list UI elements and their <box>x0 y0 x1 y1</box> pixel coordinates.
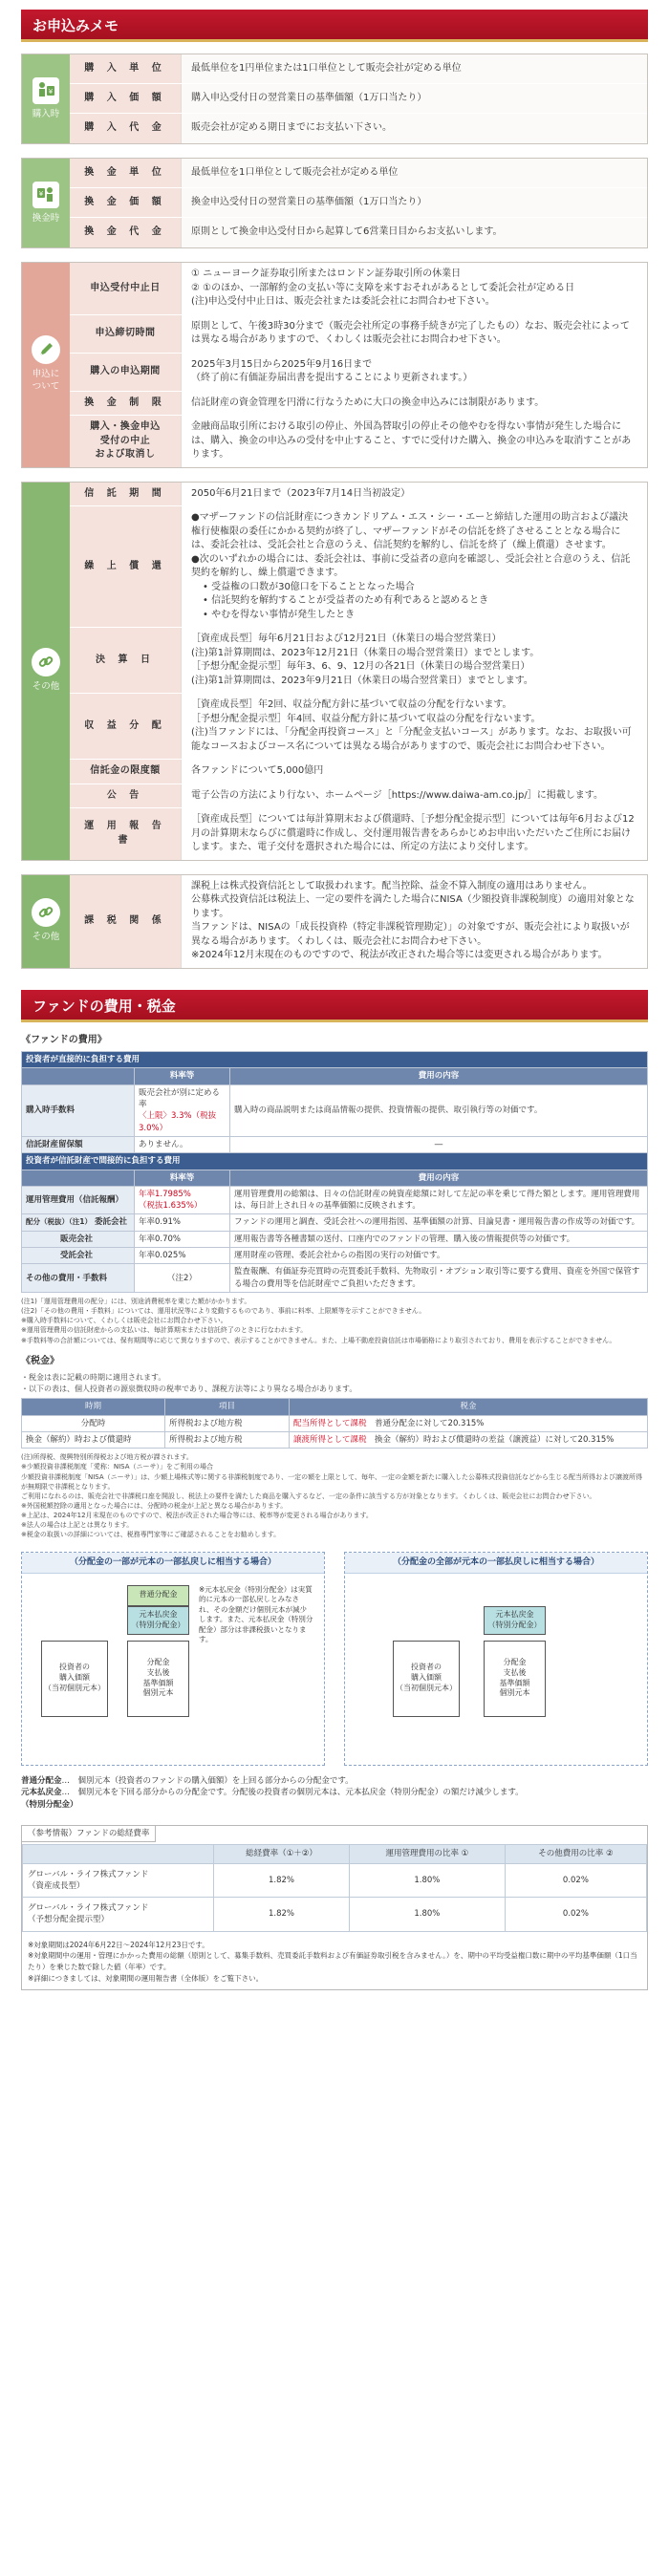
row-early-redemption: 繰 上 償 還 ●マザーファンドの信託財産につきカンドリアム・エス・シー・エーと締結した運用の助言および議決権行使権限の委任にかかる契約が終了し、マザーファンドがその信託を終了させることとなる場合には、委託会社は、受託会社と合意のうえ、信託契約を解約し、信託を終了（繰上償還）させます。 ●次のいずれかの場合には、委託会社は、事前に受益者の意向を確認し、受託会社と合意のうえ、信託契約を解約し、繰上償還できます。 • 受益権の口数が30億口を下ることとなった場合 • 信託契約を解約することが受益者のため有利であると認めるとき • やむを得ない事情が発生したとき <box>70 506 647 628</box>
table-row: グローバル・ライフ株式ファンド （予想分配金提示型） 1.82% 1.80% 0.02% <box>23 1898 647 1932</box>
other-block-2 <box>21 874 648 969</box>
diagram-partial: （分配金の一部が元本の一部払戻しに相当する場合） 投資者の 購入価額 （当初個別元本） 普通分配金 元本払戻金 （特別分配金） 分配金 支払後 基準価額 個別元本 ※元本払戻金（特別分配金）は実質的に元本の一部払戻しとみなされ、その金額だけ個別元本が減少します。また、元本払戻金（特別分配金）部分は非課税扱いとなります。 <box>21 1552 325 1766</box>
row-suspend: 購入・換金申込 受付の中止 および取消し 金融商品取引所における取引の停止、外国為替取引の停止その他やむを得ない事情が発生した場合には、購入、換金の申込みの受付を中止すること、すでに受付けた購入、換金の申込みを取消すことがあります。 <box>70 416 647 467</box>
row-redemption-payment: 換 金 代 金 原則として換金申込受付日から起算して6営業日目からお支払いします。 <box>70 218 647 247</box>
application-block <box>21 262 648 468</box>
row-period: 購入の申込期間 2025年3月15日から2025年9月16日まで （終了前に有価証券届出書を提出することにより更新されます。） <box>70 354 647 392</box>
row-notice: 公 告 電子公告の方法により行ない、ホームページ［https://www.daiwa-am.co.jp/］に掲載します。 <box>70 784 647 809</box>
row-report: 運 用 報 告 書 ［資産成長型］については毎計算期末および償還時、［予想分配金提示型］については毎年6月および12月の計算期末ならびに償還時に作成し、交付運用報告書をあらかじめお申出いただいたご住所にお届けします。また、電子交付を選択された場合には、所定の方法により交付します。 <box>70 808 647 860</box>
fee-table: 投資者が直接的に負担する費用 料率等 費用の内容 購入時手数料 販売会社が別に定める率 〈上限〉3.3%（税抜3.0%） 購入時の商品説明または商品情報の提供、投資情報の提供、取引執行等の対価です。 信託財産留保額 ありません。 ― 投資者が信託財産で間接的に負担する費用 料率等 費用の内容 運用管理費用（信託報酬） 年率1.7985% （税抜1.635%） 運用管理費用の総額は、日々の信託財産の純資産総額に対して左記の率を乗じて得た額とします。運用管理費用は、毎日計上され日々の基準価額に反映されます。 配分（税抜）（注1） 委託会社 年率0.91% ファンドの運用と調査、受託会社への運用指図、基準価額の計算、目論見書・運用報告書の作成等の対価です。 販売会社 年率0.70% 運用報告書等各種書類の送付、口座内でのファンドの管理、購入後の情報提供等の対価です。 受託会社 年率0.025% 運用財産の管理、委託会社からの指図の実行の対価です。 その他の費用・手数料 （注2） 監査報酬、有価証券売買時の売買委託手数料、先物取引・オプション取引等に要する費用、資産を外国で保管する場合の費用等を信託財産でご負担いただきます。 <box>21 1051 648 1293</box>
row-cap: 信託金の限度額 各ファンドについて5,000億円 <box>70 760 647 784</box>
box-investor-right: 投資者の 購入価額 （当初個別元本） <box>393 1641 460 1717</box>
row-term: 信 託 期 間 2050年6月21日まで（2023年7月14日当初設定） <box>70 483 647 507</box>
table-row: グローバル・ライフ株式ファンド （資産成長型） 1.82% 1.80% 0.02% <box>23 1863 647 1898</box>
fee-row-purchase: 購入時手数料 販売会社が別に定める率 〈上限〉3.3%（税抜3.0%） 購入時の商品説明または商品情報の提供、投資情報の提供、取引執行等の対価です。 <box>22 1084 648 1136</box>
fees-section-label: 《ファンドの費用》 <box>21 1034 107 1045</box>
distribution-explanation: 普通分配金… 個別元本（投資者のファンドの購入価額）を上回る部分からの分配金です。 元本払戻金… 個別元本を下回る部分からの分配金です。分配後の投資者の個別元本は、元本払戻金（特別分配金）の額だけ減少します。 （特別分配金） <box>21 1775 524 1811</box>
fees-title: ファンドの費用・税金 <box>21 990 648 1022</box>
diagram-full: （分配金の全部が元本の一部払戻しに相当する場合） 投資者の 購入価額 （当初個別元本） 元本払戻金 （特別分配金） 分配金 支払後 基準価額 個別元本 <box>344 1552 648 1766</box>
row-cutoff: 申込締切時間 原則として、午後3時30分まで（販売会社所定の事務手続きが完了したもの）なお、販売会社によっては異なる場合がありますので、くわしくは販売会社にお問合わせ下さい。 <box>70 315 647 354</box>
link-icon <box>32 648 60 676</box>
fee-row-other: その他の費用・手数料 （注2） 監査報酬、有価証券売買時の売買委託手数料、先物取引・オプション取引等に要する費用、資産を外国で保管する場合の費用等を信託財産でご負担いただきます。 <box>22 1264 648 1293</box>
row-holiday: 申込受付中止日 ① ニューヨーク証券取引所またはロンドン証券取引所の休業日 ② ①のほか、一部解約金の支払い等に支障を来すおそれがあるとして委託会社が定める日 (注)申込受付中止日は、販売会社または委託会社にお問合わせ下さい。 <box>70 263 647 315</box>
svg-text:¥: ¥ <box>38 189 44 198</box>
row-purchase-price: 購 入 価 額 購入申込受付日の翌営業日の基準価額（1万口当たり） <box>70 84 647 114</box>
row-distribution: 収 益 分 配 ［資産成長型］年2回、収益分配方針に基づいて収益の分配を行ないます。 ［予想分配金提示型］年4回、収益分配方針に基づいて収益の分配を行ないます。 (注)当ファンドには、「分配金再投資コース」と「分配金支払いコース」があります。なお、お取扱い可能なコースおよびコース名については異なる場合がありますので、販売会社にお問合わせ下さい。 <box>70 694 647 760</box>
box-return-right: 元本払戻金 （特別分配金） <box>484 1606 546 1635</box>
purchase-block <box>21 54 648 144</box>
fee-notes: (注1)「運用管理費用の配分」には、別途消費税率を乗じた額がかかります。 (注2)「その他の費用・手数料」については、運用状況等により変動するものであり、事前に料率、上限額等を示すことができません。 ※購入時手数料について、くわしくは販売会社にお問合わせ下さい。 ※運用管理費用の信託財産からの支払いは、毎計算期末または信託終了のときに行なわれます。 ※手数料等の合計額については、保有期間等に応じて異なりますので、表示することができません。また、上場不動産投資信託は市場価格により取引されており、費用を表示することができません。 <box>21 1298 616 1344</box>
tax-row-redemption: 換金（解約）時および償還時 所得税および地方税 譲渡所得として課税 換金（解約）時および償還時の差益（譲渡益）に対して20.315% <box>22 1432 648 1449</box>
purchase-icon <box>32 77 59 104</box>
row-tax: 課 税 関 係 課税上は株式投資信託として取扱われます。配当控除、益金不算入制度の適用はありません。 公募株式投資信託は税法上、一定の要件を満たした場合にNISA（少額投資非課税制度）の適用対象となります。 当ファンドは、NISAの「成長投資枠（特定非課税管理勘定）」の対象ですが、販売会社により取扱いが異なる場合があります。くわしくは、販売会社にお問合わせ下さい。 ※2024年12月末現在のものですので、税法が改正された場合等には変更される場合があります。 <box>70 875 647 968</box>
diagram-note-left: ※元本払戻金（特別分配金）は実質的に元本の一部払戻しとみなされ、その金額だけ個別元本が減少します。また、元本払戻金（特別分配金）部分は非課税扱いとなります。 <box>199 1584 313 1644</box>
fee-row-split-0: 配分（税抜）（注1） 委託会社 年率0.91% ファンドの運用と調査、受託会社への運用指図、基準価額の計算、目論見書・運用報告書の作成等の対価です。 <box>22 1214 648 1231</box>
row-redemption-unit: 換 金 単 位 最低単位を1口単位として販売会社が定める単位 <box>70 159 647 188</box>
tax-label: 《税金》 <box>21 1355 59 1366</box>
purchase-icon-col <box>22 54 70 143</box>
redemption-label: 換金時 <box>32 212 60 224</box>
redemption-block <box>21 158 648 248</box>
other-block-1 <box>21 482 648 861</box>
row-settlement: 決 算 日 ［資産成長型］毎年6月21日および12月21日（休業日の場合翌営業日） (注)第1計算期間は、2023年12月21日（休業日の場合翌営業日）までとします。 ［予想分配金提示型］毎年3、6、9、12月の各21日（休業日の場合翌営業日） (注)第1計算期間は、2023年9月21日（休業日の場合翌営業日）までとします。 <box>70 628 647 694</box>
page: お申込みメモ ¥ 購入時 購 入 単 位 最低単位を1円単位または1口単位として販売会社が定める単位 購 入 価 額 購入申込受付日の翌営業日の基準価額（1万口当たり） 購 入 代 金 販売会社が定める期日までにお支払い下さい。 ¥ 換金時 換 金 単 位 最低単位を1口単位として販売会社が定める単位 換 金 価 額 換金申込受付日の翌営業日の基準価額（1万口当たり） 換 金 代 金 原則として換金申込受付日から起算して6営業日目からお支払いします。 申込に ついて 申込受付中止日 ① ニューヨーク証券取引所またはロンドン証券取引所の休業日 ② ①のほか、一部解約金の支払い等に支障を来すおそれがあるとして委託会社が定める日 (注)申込受付中止日は、販売会社または委託会社にお問合わせ下さい。 申込締切時間 原則として、午後3時30分まで（販売会社所定の事務手続きが完了したもの）なお、販売会社によっては異なる場合がありますので、くわしくは販売会社にお問合わせ下さい。 購入の申込期間 2025年3月15日から2025年9月16日まで （終了前に有価証券届出書を提出することにより更新されます。） 換 金 制 限 信託財産の資金管理を円滑に行なうために大口の換金申込みには制限があります。 購入・換金申込 受付の中止 および取消し 金融商品取引所における取引の停止、外国為替取引の停止その他やむを得ない事情が発生した場合には、購入、換金の申込みの受付を中止すること、すでに受付けた購入、換金の申込みを取消すことがあります。 その他 信 託 期 間 2050年6月21日まで（2023年7月14日当初設定） 繰 上 償 還 ●マザーファンドの信託財産につきカンドリアム・エス・シー・エーと締結した運用の助言および議決権行使権限の委任にかかる契約が終了し、マザーファンドがその信託を終了させることとなる場合には、委託会社は、受託会社と合意のうえ、信託契約を解約し、信託を終了（繰上償還）させます。 ●次のいずれかの場合には、委託会社は、事前に受益者の意向を確認し、受託会社と合意のうえ、信託契約を解約し、繰上償還できます。 • 受益権の口数が30億口を下ることとなった場合 • 信託契約を解約することが受益者のため有利であると認めるとき • やむを得ない事情が発生したとき 決 算 日 ［資産成長型］毎年6月21日および12月21日（休業日の場合翌営業日） (注)第1計算期間は、2023年12月21日（休業日の場合翌営業日）までとします。 ［予想分配金提示型］毎年3、6、9、12月の各21日（休業日の場合翌営業日） (注)第1計算期間は、2023年9月21日（休業日の場合翌営業日）までとします。 収 益 分 配 ［資産成長型］年2回、収益分配方針に基づいて収益の分配を行ないます。 ［予想分配金提示型］年4回、収益分配方針に基づいて収益の分配を行ないます。 (注)当ファンドには、「分配金再投資コース」と「分配金支払いコース」があります。なお、お取扱い可能なコースおよびコース名については異なる場合がありますので、販売会社にお問合わせ下さい。 信託金の限度額 各ファンドについて5,000億円 公 告 電子公告の方法により行ない、ホームページ［https://www.daiwa-am.co.jp/］に掲載します。 運 用 報 告 書 ［資産成長型］については毎計算期末および償還時、［予想分配金提示型］については毎年6月および12月の計算期末ならびに償還時に作成し、交付運用報告書をあらかじめお申出いただいたご住所にお届けします。また、電子交付を選択された場合には、所定の方法により交付します。 その他 課 税 関 係 課税上は株式投資信託として取扱われます。配当控除、益金不算入制度の適用はありません。 公募株式投資信託は税法上、一定の要件を満たした場合にNISA（少額投資非課税制度）の適用対象となります。 当ファンドは、NISAの「成長投資枠（特定非課税管理勘定）」の対象ですが、販売会社により取扱いが異なる場合があります。くわしくは、販売会社にお問合わせ下さい。 ※2024年12月末現在のものですので、税法が改正された場合等には変更される場合があります。 ファンドの費用・税金 《ファンドの費用》 投資者が直接的に負担する費用 料率等 費用の内容 購入時手数料 販売会社が別に定める率 〈上限〉3.3%（税抜3.0%） 購入時の商品説明または商品情報の提供、投資情報の提供、取引執行等の対価です。 信託財産留保額 ありません。 ― 投資者が信託財産で間接的に負担する費用 料率等 費用の内容 運用管理費用（信託報酬） 年率1.7985% （税抜1.635%） 運用管理費用の総額は、日々の信託財産の純資産総額に対して左記の率を乗じて得た額とします。運用管理費用は、毎日計上され日々の基準価額に反映されます。 配分（税抜）（注1） 委託会社 年率0.91% ファンドの運用と調査、受託会社への運用指図、基準価額の計算、目論見書・運用報告書の作成等の対価です。 販売会社 年率0.70% 運用報告書等各種書類の送付、口座内でのファンドの管理、購入後の情報提供等の対価です。 受託会社 年率0.025% 運用財産の管理、委託会社からの指図の実行の対価です。 その他の費用・手数料 （注2） 監査報酬、有価証券売買時の売買委託手数料、先物取引・オプション取引等に要する費用、資産を外国で保管する場合の費用等を信託財産でご負担いただきます。 (注1)「運用管理費用の配分」には、別途消費税率を乗じた額がかかります。 (注2)「その他の費用・手数料」については、運用状況等により変動するものであり、事前に料率、上限額等を示すことができません。 ※購入時手数料について、くわしくは販売会社にお問合わせ下さい。 ※運用管理費用の信託財産からの支払いは、毎計算期末または信託終了のときに行なわれます。 ※手数料等の合計額については、保有期間等に応じて異なりますので、表示することができません。また、上場不動産投資信託は市場価格により取引されており、費用を表示することができません。 《税金》 ・税金は表に記載の時期に適用されます。 ・以下の表は、個人投資者の源泉徴収時の税率であり、課税方法等により異なる場合があります。 時期 項目 税金 分配時 所得税および地方税 配当所得として課税 普通分配金に対して20.315% 換金（解約）時および償還時 所得税および地方税 譲渡所得として課税 換金（解約）時および償還時の差益（譲渡益）に対して20.315% (注)所得税、復興特別所得税および地方税が課されます。 ※少額投資非課税制度「愛称：NISA（ニーサ）」をご利用の場合 少額投資非課税制度「NISA（ニーサ）」は、少額上場株式等に関する非課税制度であり、一定の額を上限として、毎年、一定の金額を新たに購入した公募株式投資信託などから生じる配当所得および譲渡所得が無期限で非課税となります。 ご利用になれるのは、販売会社で非課税口座を開設し、税法上の要件を満たした商品を購入するなど、一定の条件に該当する方が対象となります。くわしくは、販売会社にお問合わせ下さい。 ※外国税額控除の適用となった場合には、分配時の税金が上記と異なる場合があります。 ※上記は、2024年12月末現在のものですので、税法が改正された場合等には、税率等が変更される場合があります。 ※法人の場合は上記とは異なります。 ※税金の取扱いの詳細については、税務専門家等にご確認されることをお勧めします。 （分配金の一部が元本の一部払戻しに相当する場合） 投資者の 購入価額 （当初個別元本） 普通分配金 元本払戻金 （特別分配金） 分配金 支払後 基準価額 個別元本 ※元本払戻金（特別分配金）は実質的に元本の一部払戻しとみなされ、その金額だけ個別元本が減少します。また、元本払戻金（特別分配金）部分は非課税扱いとなります。 （分配金の全部が元本の一部払戻しに相当する場合） 投資者の 購入価額 （当初個別元本） 元本払戻金 （特別分配金） 分配金 支払後 基準価額 個別元本 普通分配金… 個別元本（投資者のファンドの購入価額）を上回る部分からの分配金です。 元本払戻金… 個別元本を下回る部分からの分配金です。分配後の投資者の個別元本は、元本払戻金（特別分配金）の額だけ減少します。 （特別分配金） （参考情報）ファンドの総経費率 総経費率（①＋②） 運用管理費用の比率 ① その他費用の比率 ② グローバル・ライフ株式ファンド （資産成長型） 1.82% 1.80% 0.02% グローバル・ライフ株式ファンド （予想分配金提示型） 1.82% 1.80% 0.02% ※対象期間は2024年6月22日〜2024年12月23日です。 ※対象期間中の運用・管理にかかった費用の総額（原則として、募集手数料、売買委託手数料および有価証券取引税を含みません。）を、期中の平均受益権口数に期中の平均基準価額（1口当たり）を乗じた数で除した値（年率）です。 ※詳細につきましては、対象期間の運用報告書（全体版）をご覧下さい。 <box>0 0 669 1996</box>
svg-text:¥: ¥ <box>48 87 54 96</box>
link-icon <box>32 898 60 927</box>
row-purchase-unit: 購 入 単 位 最低単位を1円単位または1口単位として販売会社が定める単位 <box>70 54 647 84</box>
tax-table: 時期 項目 税金 分配時 所得税および地方税 配当所得として課税 普通分配金に対して20.315% 換金（解約）時および償還時 所得税および地方税 譲渡所得として課税 換金（解約）時および償還時の差益（譲渡益）に対して20.315% <box>21 1398 648 1449</box>
other-label-1: その他 <box>32 681 60 693</box>
row-purchase-payment: 購 入 代 金 販売会社が定める期日までにお支払い下さい。 <box>70 114 647 143</box>
fee-row-mgmt: 運用管理費用（信託報酬） 年率1.7985% （税抜1.635%） 運用管理費用の総額は、日々の信託財産の純資産総額に対して左記の率を乗じて得た額とします。運用管理費用は、毎日計上され日々の基準価額に反映されます。 <box>22 1186 648 1214</box>
fee-row-retention: 信託財産留保額 ありません。 ― <box>22 1136 648 1152</box>
box-ordinary-left: 普通分配金 <box>127 1585 189 1606</box>
reference-box <box>21 1825 648 1990</box>
reference-notes: ※対象期間は2024年6月22日〜2024年12月23日です。 ※対象期間中の運用・管理にかかった費用の総額（原則として、募集手数料、売買委託手数料および有価証券取引税を含みません。）を、期中の平均受益権口数に期中の平均基準価額（1口当たり）を乗じた数で除した値（年率）です。 ※詳細につきましては、対象期間の運用報告書（全体版）をご覧下さい。 <box>28 1940 637 1983</box>
row-redemption-price: 換 金 価 額 換金申込受付日の翌営業日の基準価額（1万口当たり） <box>70 188 647 218</box>
tax-notes: (注)所得税、復興特別所得税および地方税が課されます。 ※少額投資非課税制度「愛称：NISA（ニーサ）」をご利用の場合 少額投資非課税制度「NISA（ニーサ）」は、少額上場株式等に関する非課税制度であり、一定の額を上限として、毎年、一定の金額を新たに購入した公募株式投資信託などから生じる配当所得および譲渡所得が無期限で非課税となります。 ご利用になれるのは、販売会社で非課税口座を開設し、税法上の要件を満たした商品を購入するなど、一定の条件に該当する方が対象となります。くわしくは、販売会社にお問合わせ下さい。 ※外国税額控除の適用となった場合には、分配時の税金が上記と異なる場合があります。 ※上記は、2024年12月末現在のものですので、税法が改正された場合等には、税率等が変更される場合があります。 ※法人の場合は上記とは異なります。 ※税金の取扱いの詳細については、税務専門家等にご確認されることをお勧めします。 <box>21 1453 643 1539</box>
expense-ratio-table: 総経費率（①＋②） 運用管理費用の比率 ① その他費用の比率 ② グローバル・ライフ株式ファンド （資産成長型） 1.82% 1.80% 0.02% グローバル・ライフ株式ファンド （予想分配金提示型） 1.82% 1.80% 0.02% <box>22 1844 647 1932</box>
box-investor-left: 投資者の 購入価額 （当初個別元本） <box>41 1641 108 1717</box>
distribution-diagrams <box>21 1552 648 1766</box>
redemption-icon <box>32 182 59 208</box>
box-after-right: 分配金 支払後 基準価額 個別元本 <box>484 1641 546 1717</box>
other-label-2: その他 <box>32 932 60 943</box>
application-label: 申込に ついて <box>32 369 60 393</box>
pen-icon <box>32 335 60 364</box>
purchase-label: 購入時 <box>32 108 60 119</box>
fee-row-split-1: 販売会社 年率0.70% 運用報告書等各種書類の送付、口座内でのファンドの管理、購入後の情報提供等の対価です。 <box>22 1231 648 1247</box>
fee-row-split-2: 受託会社 年率0.025% 運用財産の管理、委託会社からの指図の実行の対価です。 <box>22 1248 648 1264</box>
row-limit: 換 金 制 限 信託財産の資金管理を円滑に行なうために大口の換金申込みには制限があります。 <box>70 392 647 417</box>
box-after-left: 分配金 支払後 基準価額 個別元本 <box>127 1641 189 1717</box>
tax-row-distribution: 分配時 所得税および地方税 配当所得として課税 普通分配金に対して20.315% <box>22 1415 648 1431</box>
reference-tag: （参考情報）ファンドの総経費率 <box>22 1826 156 1842</box>
box-return-left: 元本払戻金 （特別分配金） <box>127 1606 189 1635</box>
memo-title: お申込みメモ <box>21 10 648 42</box>
